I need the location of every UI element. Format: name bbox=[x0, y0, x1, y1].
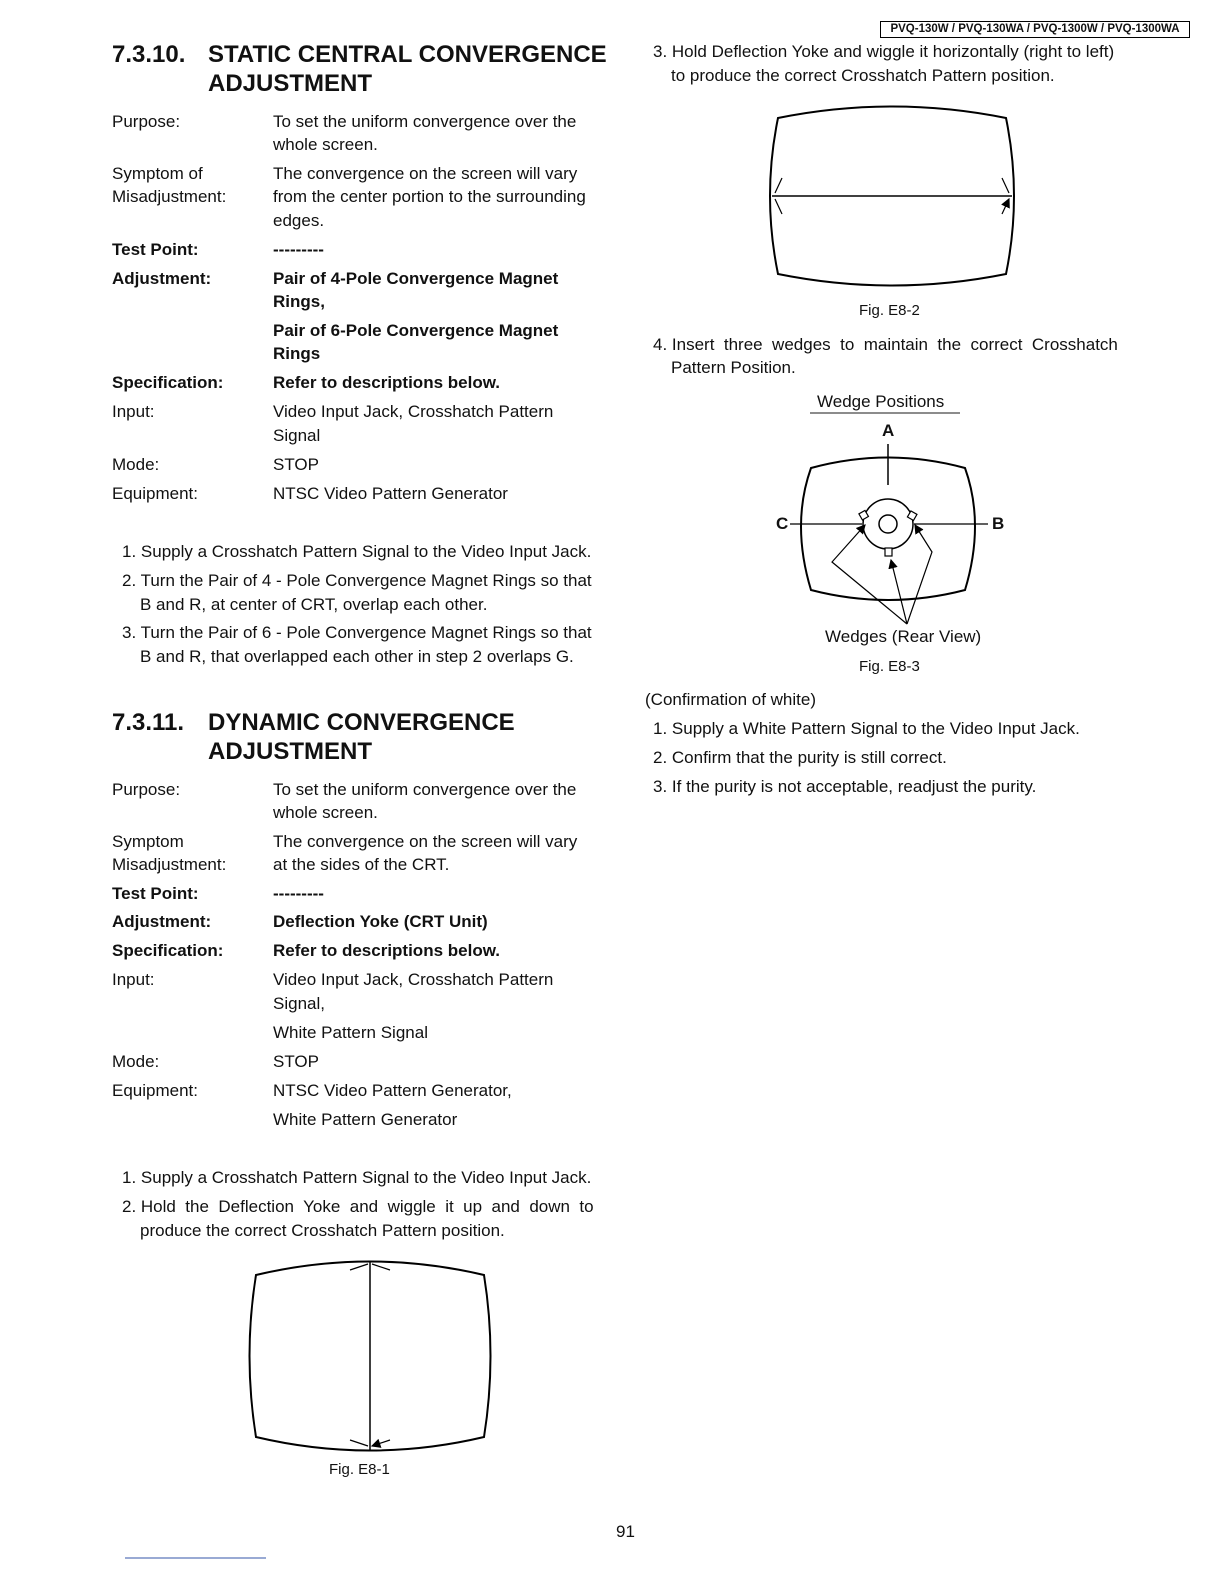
figure-caption: Fig. E8-1 bbox=[329, 1461, 390, 1478]
symptom-text: from the center portion to the surrounding bbox=[273, 187, 586, 206]
adjustment-text: Pair of 4-Pole Convergence Magnet bbox=[273, 269, 559, 288]
symptom-text: edges. bbox=[273, 211, 325, 230]
input-text: White Pattern Signal bbox=[273, 1023, 428, 1042]
label-c: C bbox=[776, 514, 789, 533]
step: 3. If the purity is not acceptable, readjust the purity. bbox=[653, 777, 1037, 796]
spec-label: Specification: bbox=[112, 373, 224, 392]
equipment-text: White Pattern Generator bbox=[273, 1110, 458, 1129]
figure-caption: Fig. E8-2 bbox=[859, 302, 920, 319]
spec-text: Refer to descriptions below. bbox=[273, 373, 501, 392]
wedge-title: Wedge Positions bbox=[817, 392, 945, 411]
section-title: DYNAMIC CONVERGENCE bbox=[208, 709, 515, 736]
step: 4. Insert three wedges to maintain the correct Crosshatch bbox=[653, 335, 1118, 354]
adjustment-text: Pair of 6-Pole Convergence Magnet bbox=[273, 321, 559, 340]
section-title: STATIC CENTRAL CONVERGENCE bbox=[208, 41, 607, 68]
step: produce the correct Crosshatch Pattern position. bbox=[140, 1221, 505, 1240]
purpose-text: To set the uniform convergence over the bbox=[273, 780, 577, 799]
step: 3. Hold Deflection Yoke and wiggle it horizontally (right to left) bbox=[653, 42, 1115, 61]
symptom-text: The convergence on the screen will vary bbox=[273, 832, 578, 851]
step: 1. Supply a White Pattern Signal to the Video Input Jack. bbox=[653, 719, 1080, 738]
input-label: Input: bbox=[112, 402, 155, 421]
step: 3. Turn the Pair of 6 - Pole Convergence Magnet Rings so that bbox=[122, 623, 592, 642]
purpose-label: Purpose: bbox=[112, 780, 181, 799]
equipment-text: NTSC Video Pattern Generator bbox=[273, 484, 508, 503]
step: Pattern Position. bbox=[671, 358, 796, 377]
step: 2. Confirm that the purity is still correct. bbox=[653, 748, 947, 767]
wedges-caption: Wedges (Rear View) bbox=[825, 627, 982, 646]
wedge-positions-figure bbox=[790, 444, 988, 624]
step: 2. Turn the Pair of 4 - Pole Convergence Magnet Rings so that bbox=[122, 571, 592, 590]
purpose-text: To set the uniform convergence over the bbox=[273, 112, 577, 131]
symptom-text: The convergence on the screen will vary bbox=[273, 164, 578, 183]
equipment-label: Equipment: bbox=[112, 484, 198, 503]
section-title-cont: ADJUSTMENT bbox=[208, 70, 373, 97]
confirm-title: (Confirmation of white) bbox=[645, 690, 817, 709]
equipment-text: NTSC Video Pattern Generator, bbox=[273, 1081, 512, 1100]
section-title-cont: ADJUSTMENT bbox=[208, 738, 373, 765]
step: 1. Supply a Crosshatch Pattern Signal to the Video Input Jack. bbox=[122, 542, 592, 561]
symptom-text: at the sides of the CRT. bbox=[273, 855, 450, 874]
crt-screen-vertical-figure bbox=[250, 1262, 491, 1451]
adjustment-text: Rings, bbox=[273, 292, 325, 311]
purpose-label: Purpose: bbox=[112, 112, 181, 131]
adjustment-text: Deflection Yoke (CRT Unit) bbox=[273, 912, 488, 931]
testpoint-label: Test Point: bbox=[112, 240, 199, 259]
figure-caption: Fig. E8-3 bbox=[859, 658, 920, 675]
spec-label: Specification: bbox=[112, 941, 224, 960]
symptom-label: Misadjustment: bbox=[112, 855, 227, 874]
input-text: Video Input Jack, Crosshatch Pattern bbox=[273, 402, 554, 421]
input-text: Video Input Jack, Crosshatch Pattern bbox=[273, 970, 554, 989]
label-b: B bbox=[992, 514, 1005, 533]
label-a: A bbox=[882, 421, 895, 440]
testpoint-value: --------- bbox=[273, 240, 324, 259]
symptom-label: Symptom of bbox=[112, 164, 203, 183]
mode-text: STOP bbox=[273, 455, 319, 474]
purpose-text: whole screen. bbox=[273, 135, 378, 154]
symptom-label: Misadjustment: bbox=[112, 187, 227, 206]
model-header: PVQ-130W / PVQ-130WA / PVQ-1300W / PVQ-1300WA bbox=[880, 21, 1190, 38]
spec-text: Refer to descriptions below. bbox=[273, 941, 501, 960]
section-number: 7.3.10. bbox=[112, 41, 186, 68]
testpoint-label: Test Point: bbox=[112, 884, 199, 903]
step: to produce the correct Crosshatch Pattern position. bbox=[671, 66, 1055, 85]
input-text: Signal, bbox=[273, 994, 325, 1013]
step: 1. Supply a Crosshatch Pattern Signal to the Video Input Jack. bbox=[122, 1168, 592, 1187]
mode-label: Mode: bbox=[112, 455, 160, 474]
adjustment-label: Adjustment: bbox=[112, 912, 212, 931]
testpoint-value: --------- bbox=[273, 884, 324, 903]
step: 2. Hold the Deflection Yoke and wiggle it up and down to bbox=[122, 1197, 594, 1216]
symptom-label: Symptom bbox=[112, 832, 184, 851]
step: B and R, that overlapped each other in step 2 overlaps G. bbox=[140, 647, 574, 666]
section-number: 7.3.11. bbox=[112, 709, 185, 736]
step: B and R, at center of CRT, overlap each other. bbox=[140, 595, 488, 614]
crt-screen-horizontal-figure bbox=[770, 107, 1014, 286]
adjustment-text: Rings bbox=[273, 344, 321, 363]
page-number: 91 bbox=[616, 1522, 635, 1541]
input-label: Input: bbox=[112, 970, 155, 989]
purpose-text: whole screen. bbox=[273, 803, 378, 822]
input-text: Signal bbox=[273, 426, 321, 445]
mode-label: Mode: bbox=[112, 1052, 160, 1071]
mode-text: STOP bbox=[273, 1052, 319, 1071]
adjustment-label: Adjustment: bbox=[112, 269, 212, 288]
equipment-label: Equipment: bbox=[112, 1081, 198, 1100]
